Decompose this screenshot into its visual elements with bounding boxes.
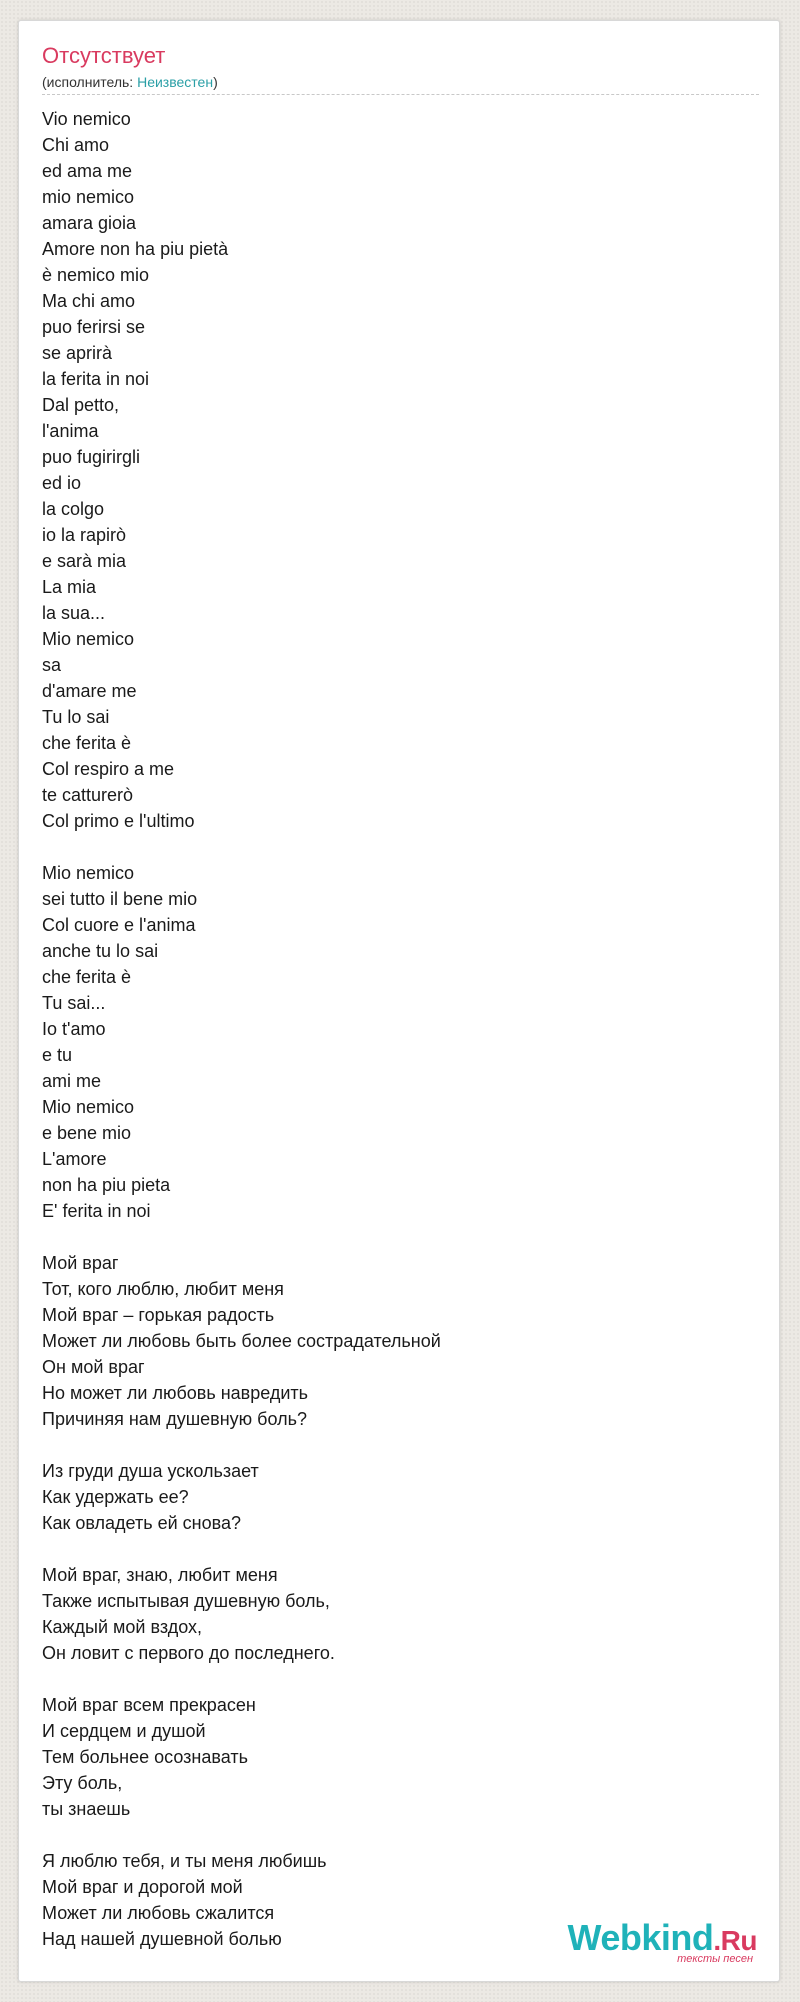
lyric-line: anche tu lo sai bbox=[42, 941, 159, 961]
artist-line bbox=[42, 74, 218, 91]
lyric-line: Также испытывая душевную боль, bbox=[42, 1591, 330, 1611]
lyric-line: Io t'amo bbox=[42, 1019, 106, 1039]
lyrics-card bbox=[18, 20, 780, 1982]
site-logo[interactable] bbox=[567, 1917, 757, 1965]
lyric-line: Эту боль, bbox=[42, 1773, 123, 1793]
song-title: Отсутствует bbox=[42, 43, 166, 68]
lyric-line: Vio nemico bbox=[42, 109, 131, 129]
lyric-line: E' ferita in noi bbox=[42, 1201, 151, 1221]
lyric-line: Тем больнее осознавать bbox=[42, 1747, 248, 1767]
lyric-line: Из груди душа ускользает bbox=[42, 1461, 259, 1481]
lyric-line: e bene mio bbox=[42, 1123, 132, 1143]
lyric-line: Col cuore e l'anima bbox=[42, 915, 196, 935]
lyric-line: se aprirà bbox=[42, 343, 113, 363]
lyric-line: Тот, кого люблю, любит меня bbox=[42, 1279, 284, 1299]
lyric-line bbox=[42, 1224, 742, 1250]
lyric-line: ed ama me bbox=[42, 161, 133, 181]
lyric-line: puo ferirsi se bbox=[42, 317, 146, 337]
lyric-line: Но может ли любовь навредить bbox=[42, 1383, 309, 1403]
lyric-line: Он мой враг bbox=[42, 1357, 145, 1377]
logo-domain-suffix: .Ru bbox=[713, 1925, 757, 1956]
lyric-line: Причиняя нам душевную боль? bbox=[42, 1409, 307, 1429]
logo-main-text: Webkind bbox=[567, 1917, 714, 1958]
lyric-line: Мой враг и дорогой мой bbox=[42, 1877, 243, 1897]
lyric-line: io la rapirò bbox=[42, 525, 127, 545]
lyric-line: la ferita in noi bbox=[42, 369, 150, 389]
lyric-line: Мой враг – горькая радость bbox=[42, 1305, 275, 1325]
lyric-line: te catturerò bbox=[42, 785, 134, 805]
lyric-line: Мой враг всем прекрасен bbox=[42, 1695, 256, 1715]
artist-link[interactable]: Неизвестен bbox=[137, 74, 214, 90]
lyric-line: Он ловит с первого до последнего. bbox=[42, 1643, 335, 1663]
lyric-line bbox=[42, 1666, 742, 1692]
lyric-line: e tu bbox=[42, 1045, 73, 1065]
lyric-line: L'amore bbox=[42, 1149, 107, 1169]
lyric-line: И сердцем и душой bbox=[42, 1721, 206, 1741]
lyric-line: Над нашей душевной болью bbox=[42, 1929, 282, 1949]
lyric-line: Может ли любовь быть более сострадательной bbox=[42, 1331, 441, 1351]
lyric-line: Я люблю тебя, и ты меня любишь bbox=[42, 1851, 327, 1871]
lyric-line: Dal petto, bbox=[42, 395, 120, 415]
lyric-line: ami me bbox=[42, 1071, 102, 1091]
lyric-line: non ha piu pieta bbox=[42, 1175, 171, 1195]
artist-suffix: ) bbox=[213, 74, 218, 90]
lyric-line: l'anima bbox=[42, 421, 99, 441]
lyric-line: puo fugirirgli bbox=[42, 447, 141, 467]
lyric-line: La mia bbox=[42, 577, 97, 597]
title-divider bbox=[42, 94, 759, 95]
lyric-line bbox=[42, 834, 742, 860]
lyric-line: Tu lo sai bbox=[42, 707, 110, 727]
lyric-line: Tu sai... bbox=[42, 993, 106, 1013]
logo-tagline: тексты песен bbox=[677, 1953, 753, 1965]
lyric-line: Ma chi amo bbox=[42, 291, 136, 311]
lyric-line: Mio nemico bbox=[42, 629, 135, 649]
lyric-line: mio nemico bbox=[42, 187, 135, 207]
lyric-line: e sarà mia bbox=[42, 551, 127, 571]
lyric-line: Mio nemico bbox=[42, 863, 135, 883]
lyric-line: sa bbox=[42, 655, 62, 675]
lyric-line: Mio nemico bbox=[42, 1097, 135, 1117]
lyric-line: ты знаешь bbox=[42, 1799, 131, 1819]
lyric-line bbox=[42, 1536, 742, 1562]
artist-prefix: (исполнитель: bbox=[42, 74, 138, 90]
lyric-line: Мой враг, знаю, любит меня bbox=[42, 1565, 278, 1585]
lyric-line: Chi amo bbox=[42, 135, 110, 155]
lyric-line: sei tutto il bene mio bbox=[42, 889, 198, 909]
lyric-line: amara gioia bbox=[42, 213, 137, 233]
lyric-line: ed io bbox=[42, 473, 82, 493]
lyric-line bbox=[42, 1822, 742, 1848]
lyric-line: Amore non ha piu pietà bbox=[42, 239, 229, 259]
lyric-line: d'amare me bbox=[42, 681, 137, 701]
lyric-line: la colgo bbox=[42, 499, 105, 519]
lyric-line: è nemico mio bbox=[42, 265, 150, 285]
lyric-line: Каждый мой вздох, bbox=[42, 1617, 203, 1637]
lyric-line bbox=[42, 1432, 742, 1458]
lyric-line: Как овладеть ей снова? bbox=[42, 1513, 241, 1533]
lyric-line: che ferita è bbox=[42, 733, 132, 753]
lyric-line: Как удержать ее? bbox=[42, 1487, 189, 1507]
lyrics-text bbox=[42, 106, 742, 1952]
lyric-line: che ferita è bbox=[42, 967, 132, 987]
lyric-line: Col primo e l'ultimo bbox=[42, 811, 195, 831]
lyric-line: Мой враг bbox=[42, 1253, 119, 1273]
lyric-line: Col respiro a me bbox=[42, 759, 175, 779]
lyric-line: Может ли любовь сжалится bbox=[42, 1903, 275, 1923]
lyric-line: la sua... bbox=[42, 603, 106, 623]
